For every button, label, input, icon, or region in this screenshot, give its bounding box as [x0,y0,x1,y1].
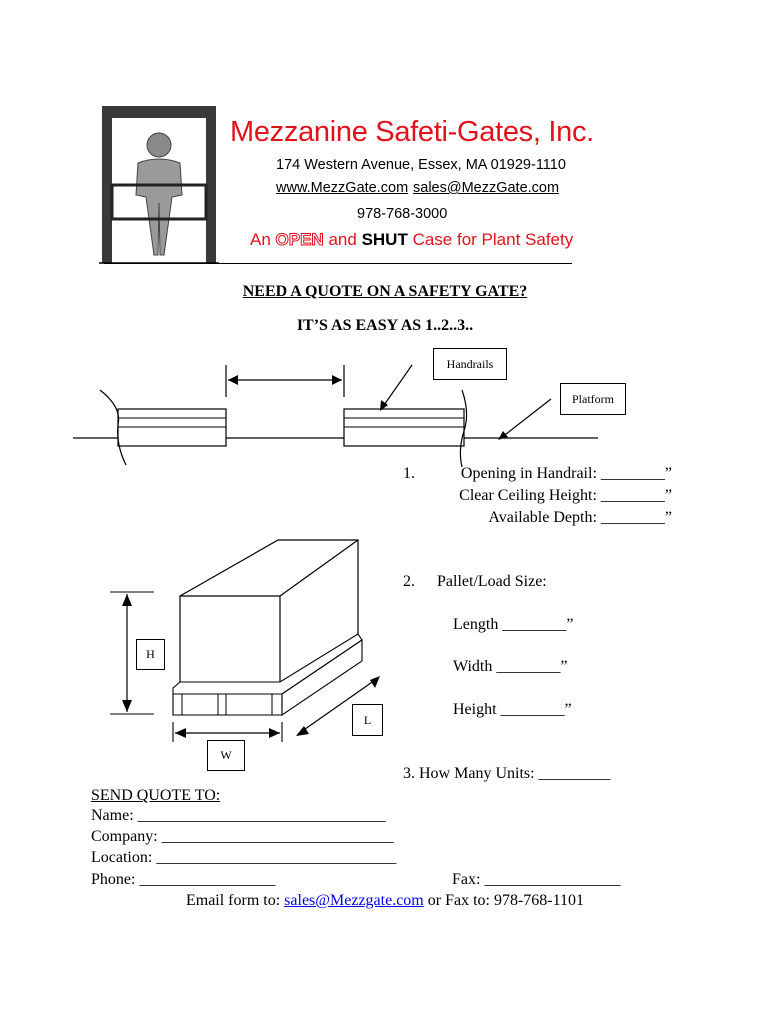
location-field[interactable]: Location: ______________________________ [91,849,397,866]
step2-title: Pallet/Load Size: [437,573,547,590]
page-heading: NEED A QUOTE ON A SAFETY GATE? [242,283,528,300]
fax-field[interactable]: Fax: _________________ [452,871,621,888]
company-phone: 978-768-3000 [357,206,448,222]
company-logo [98,105,220,267]
length-field[interactable]: Length ________” [453,616,574,633]
width-field[interactable]: Width ________” [453,658,568,675]
tagline-rest: Case for Plant Safety [412,230,574,249]
tagline-open: OPEN [275,230,324,249]
company-sales-email-link[interactable]: sales@MezzGate.com [413,180,560,196]
phone-field[interactable]: Phone: _________________ [91,871,276,888]
company-name: Mezzanine Safeti-Gates, Inc. [230,116,594,148]
handrail-diagram [60,345,620,470]
footer-email-link[interactable]: sales@Mezzgate.com [284,892,424,909]
company-address: 174 Western Avenue, Essex, MA 01929-1110 [276,157,566,173]
units-field[interactable]: 3. How Many Units: _________ [403,765,611,782]
company-tagline [250,230,573,250]
tagline-and: and [328,230,357,249]
company-field[interactable]: Company: _____________________________ [91,828,394,845]
width-label: W [207,740,245,771]
footer-prefix: Email form to: [185,892,285,909]
length-label: L [352,704,383,736]
handrails-label: Handrails [433,348,507,380]
platform-label: Platform [560,383,626,415]
available-depth-field[interactable]: Available Depth: ________” [488,509,672,526]
ceiling-height-field[interactable]: Clear Ceiling Height: ________” [459,487,672,504]
name-field[interactable]: Name: _______________________________ [91,807,386,824]
tagline-an: An [250,230,271,249]
tagline-shut: SHUT [361,230,408,249]
company-website-link[interactable]: www.MezzGate.com [276,180,409,196]
height-label: H [136,639,165,670]
send-quote-title: SEND QUOTE TO: [91,787,221,804]
height-field[interactable]: Height ________” [453,701,572,718]
step1-number: 1. [403,465,415,482]
letterhead-rule [104,263,572,264]
footer-line [0,892,770,910]
step2-number: 2. [403,573,415,590]
page-subheading: IT’S AS EASY AS 1..2..3.. [296,317,474,334]
opening-field[interactable]: Opening in Handrail: ________” [460,465,672,482]
footer-suffix: or Fax to: 978-768-1101 [423,892,585,909]
